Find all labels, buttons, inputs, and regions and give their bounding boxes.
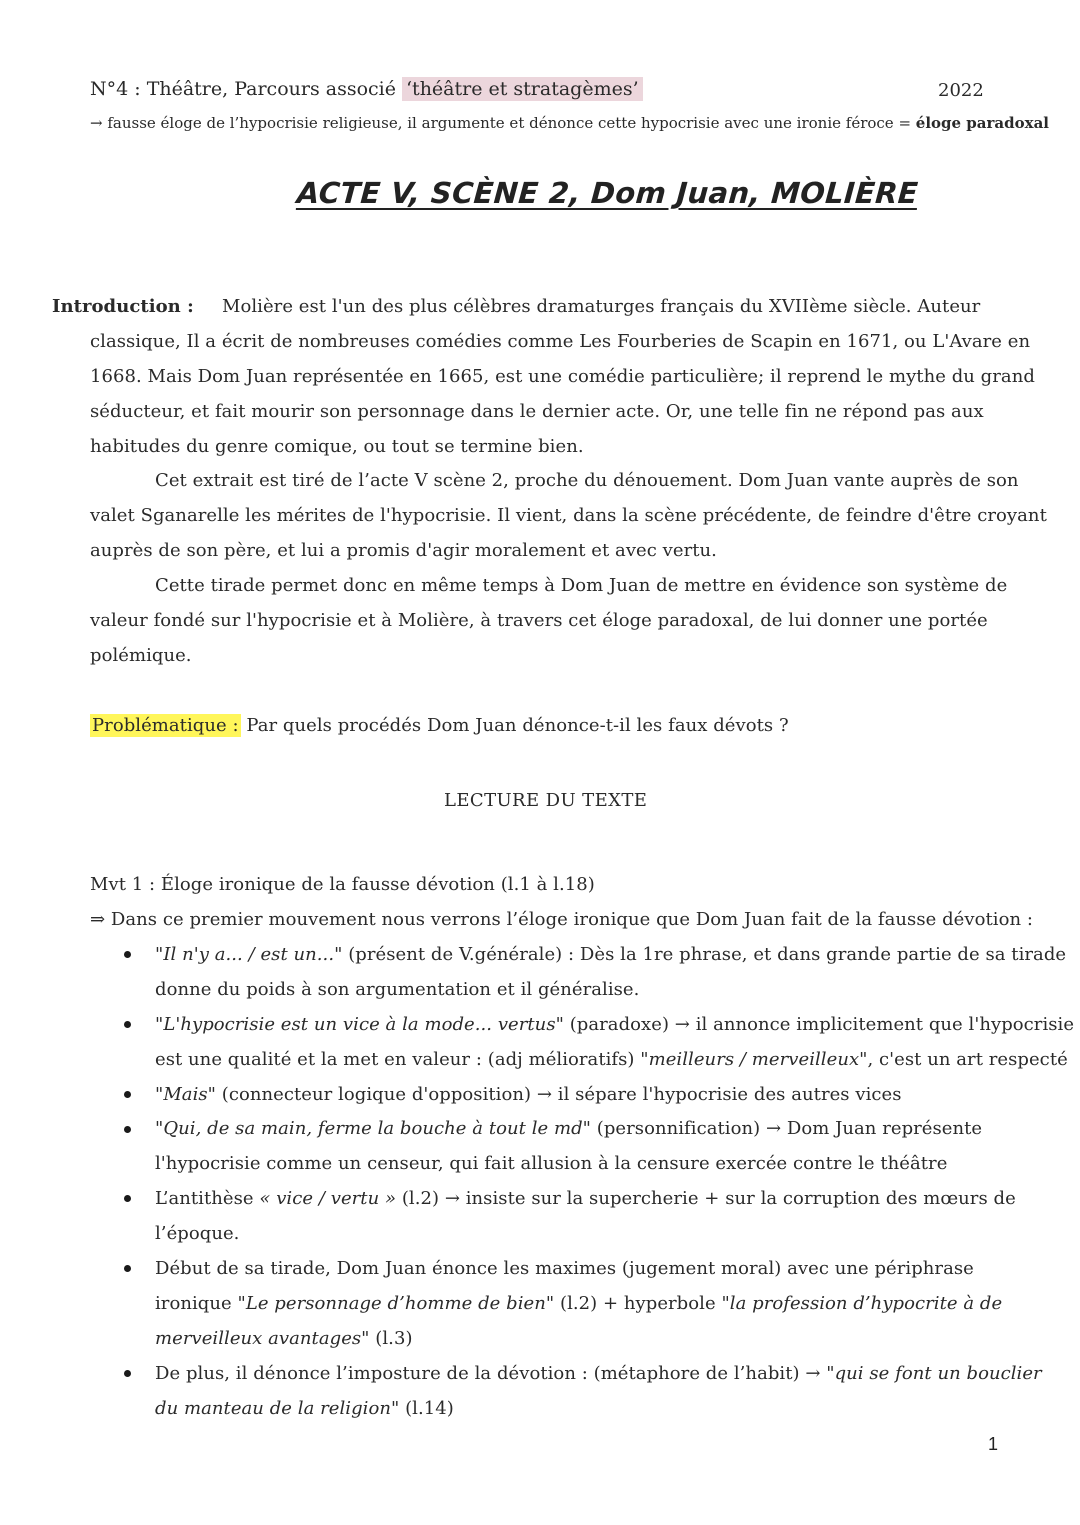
bullet-1-line-2: donne du poids à son argumentation et il généralise. (155, 979, 640, 1000)
intro-line-1: Molière est l'un des plus célèbres dramaturges français du XVIIème siècle. Auteur (222, 296, 981, 317)
bullet-4-line-2: l'hypocrisie comme un censeur, qui fait allusion à la censure exercée contre le théâtre (155, 1153, 948, 1174)
bullet-3-line-1: "Mais" (connecteur logique d'opposition) → il sépare l'hypocrisie des autres vices (155, 1084, 902, 1105)
header-course-line (90, 78, 643, 100)
intro-line-8: auprès de son père, et lui a promis d'agir moralement et avec vertu. (90, 540, 717, 561)
section-heading: LECTURE DU TEXTE (444, 790, 648, 811)
bullet-dot (124, 951, 131, 958)
bullet-2-line-1: "L'hypocrisie est un vice à la mode... vertus" (paradoxe) → il annonce implicitement que l'hypocrisie (155, 1014, 1075, 1035)
bullet-6-line-1: Début de sa tirade, Dom Juan énonce les maximes (jugement moral) avec une périphrase (155, 1258, 974, 1279)
intro-label: Introduction : (52, 296, 194, 317)
header-subline (90, 114, 1049, 132)
bullet-4-line-1: "Qui, de sa main, ferme la bouche à tout le md" (personnification) → Dom Juan représente (155, 1118, 983, 1139)
bullet-7-line-1: De plus, il dénonce l’imposture de la dévotion : (métaphore de l’habit) → "qui se font un bouclier (155, 1363, 1042, 1384)
bullet-6-line-2: ironique "Le personnage d’homme de bien" (l.2) + hyperbole "la profession d’hypocrite à de (155, 1293, 1003, 1314)
header-year: 2022 (938, 80, 984, 101)
intro-line-7: valet Sganarelle les mérites de l'hypocrisie. Il vient, dans la scène précédente, de feindre d'être croyant (90, 505, 1047, 526)
page-title: ACTE V, SCÈNE 2, Dom Juan, MOLIÈRE (295, 176, 920, 210)
bullet-5-line-2: l’époque. (155, 1223, 240, 1244)
bullet-1-line-1: "Il n'y a... / est un..." (présent de V.générale) : Dès la 1re phrase, et dans grande partie de sa tirade (155, 944, 1067, 965)
movement-intro: ⇒ Dans ce premier mouvement nous verrons l’éloge ironique que Dom Juan fait de la fausse dévotion : (90, 909, 1033, 930)
intro-line-10: valeur fondé sur l'hypocrisie et à Molière, à travers cet éloge paradoxal, de lui donner une portée (90, 610, 988, 631)
intro-line-4: séducteur, et fait mourir son personnage dans le dernier acte. Or, une telle fin ne répond pas aux (90, 401, 984, 422)
bullet-dot (124, 1195, 131, 1202)
bullet-dot (124, 1021, 131, 1028)
header-subline-bold: éloge paradoxal (915, 114, 1049, 132)
movement-title: Mvt 1 : Éloge ironique de la fausse dévotion (l.1 à l.18) (90, 874, 595, 895)
intro-line-9: Cette tirade permet donc en même temps à Dom Juan de mettre en évidence son système de (155, 575, 1008, 596)
intro-line-3: 1668. Mais Dom Juan représentée en 1665, est une comédie particulière; il reprend le mythe du grand (90, 366, 1035, 387)
intro-line-11: polémique. (90, 645, 192, 666)
intro-line-6: Cet extrait est tiré de l’acte V scène 2, proche du dénouement. Dom Juan vante auprès de son (155, 470, 1019, 491)
bullet-5-line-1: L’antithèse « vice / vertu » (l.2) → insiste sur la supercherie + sur la corruption des mœurs de (155, 1188, 1016, 1209)
bullet-6-line-3: merveilleux avantages" (l.3) (155, 1328, 413, 1349)
bullet-7-line-2: du manteau de la religion" (l.14) (155, 1398, 454, 1419)
bullet-dot (124, 1126, 131, 1133)
header-subline-text: → fausse éloge de l’hypocrisie religieuse, il argumente et dénonce cette hypocrisie avec une ironie féroce = (90, 114, 916, 132)
problematique (90, 708, 789, 743)
page-number: 1 (988, 1434, 999, 1454)
header-course-highlight: ‘théâtre et stratagèmes’ (402, 77, 643, 101)
bullet-dot (124, 1370, 131, 1377)
intro-line-2: classique, Il a écrit de nombreuses comédies comme Les Fourberies de Scapin en 1671, ou L'Avare en (90, 331, 1031, 352)
header-course-prefix: N°4 : Théâtre, Parcours associé (90, 78, 403, 100)
problematique-text: Par quels procédés Dom Juan dénonce-t-il les faux dévots ? (240, 715, 789, 736)
bullet-dot (124, 1091, 131, 1098)
bullet-dot (124, 1265, 131, 1272)
intro-line-5: habitudes du genre comique, ou tout se termine bien. (90, 436, 584, 457)
problematique-label: Problématique : (92, 715, 239, 736)
bullet-2-line-2: est une qualité et la met en valeur : (adj mélioratifs) "meilleurs / merveilleux", c'est un art respecté (155, 1049, 1068, 1070)
